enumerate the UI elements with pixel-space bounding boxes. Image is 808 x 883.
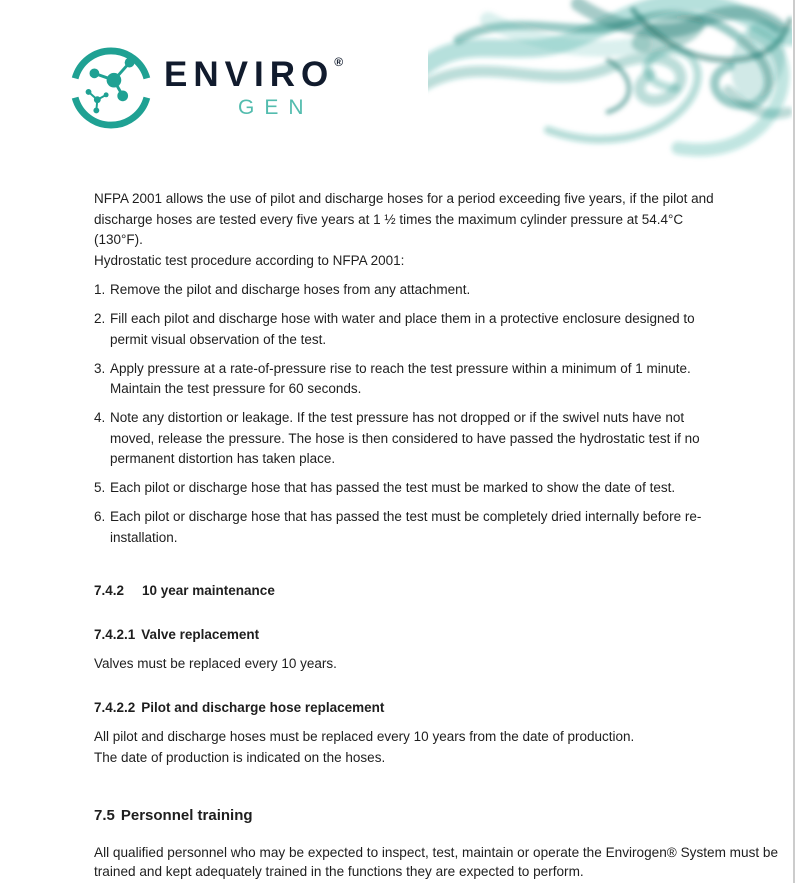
step-text: Note any distortion or leakage. If the test pressure has not dropped or if the swivel nuts have not moved, release the pressure. The hose is then considered to have passed the hydrostatic test if no permanent distortion has taken place. <box>110 410 700 466</box>
section-number: 7.5 <box>94 807 115 824</box>
step-number: 5. <box>94 480 106 495</box>
hose-replacement-line-2: The date of production is indicated on the hoses. <box>94 749 386 765</box>
step-text: Each pilot or discharge hose that has passed the test must be completely dried internally before re-installation. <box>110 509 702 545</box>
step-text: Fill each pilot and discharge hose with water and place them in a protective enclosure designed to permit visual observation of the test. <box>110 311 695 347</box>
section-number: 7.4.2.2 <box>94 699 136 715</box>
brand-name-primary: ENVIRO <box>164 55 335 94</box>
registered-trademark-symbol: ® <box>334 55 344 69</box>
step-number: 3. <box>94 360 106 376</box>
list-item <box>94 408 726 470</box>
brand-name-secondary: GEN <box>238 96 314 119</box>
valve-replacement-body: Valves must be replaced every 10 years. <box>94 656 337 671</box>
step-number: 2. <box>94 311 106 326</box>
step-number: 1. <box>94 282 106 297</box>
document-body <box>94 189 779 882</box>
smoke-decoration-image <box>428 0 792 162</box>
section-heading-7421 <box>94 625 726 646</box>
step-text: Each pilot or discharge hose that has passed the test must be marked to show the date of test. <box>110 480 676 495</box>
hose-replacement-body <box>94 727 726 768</box>
personnel-training-body: All qualified personnel who may be expected to inspect, test, maintain or operate the Envirogen® System must be trained and kept adequately trained in the functions they are expected to perform. <box>94 844 779 879</box>
intro-paragraph: NFPA 2001 allows the use of pilot and discharge hoses for a period exceeding five years, if the pilot and discharge hoses are tested every five years at 1 ½ times the maximum cylinder pressure at 54.4°C (130°F). <box>94 191 714 247</box>
section-number: 7.4.2.1 <box>94 626 136 642</box>
list-item <box>94 280 726 301</box>
list-item <box>94 478 726 499</box>
section-title: Personnel training <box>120 807 253 824</box>
section-heading-7422 <box>94 698 726 719</box>
molecule-circle-logo-icon <box>68 40 154 136</box>
step-text: Remove the pilot and discharge hoses from any attachment. <box>110 282 471 297</box>
procedure-list <box>94 280 726 548</box>
step-text: Apply pressure at a rate-of-pressure rise to reach the test pressure within a minimum of 1 minute. Maintain the test pressure for 60 seconds. <box>110 360 691 396</box>
logo-wordmark <box>164 56 343 120</box>
list-item <box>94 359 726 400</box>
page-edge-line <box>793 0 795 883</box>
section-title: 10 year maintenance <box>142 583 275 598</box>
section-heading-742 <box>94 581 726 602</box>
list-item <box>94 507 726 548</box>
hose-replacement-line-1: All pilot and discharge hoses must be replaced every 10 years from the date of production. <box>94 729 635 744</box>
procedure-lead-line: Hydrostatic test procedure according to NFPA 2001: <box>94 252 405 268</box>
envirogen-logo <box>68 40 343 136</box>
step-number: 6. <box>94 509 106 524</box>
section-number: 7.4.2 <box>94 583 125 598</box>
section-title: Pilot and discharge hose replacement <box>141 699 385 715</box>
section-title: Valve replacement <box>141 626 260 642</box>
section-heading-75 <box>94 806 726 827</box>
list-item <box>94 309 726 350</box>
step-number: 4. <box>94 410 106 425</box>
